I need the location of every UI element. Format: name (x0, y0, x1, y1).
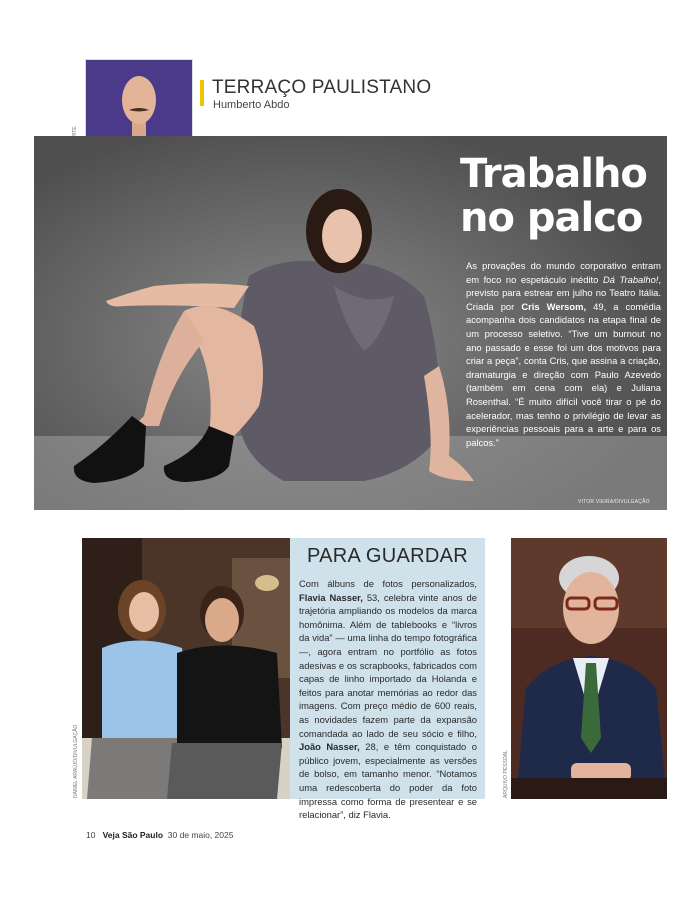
body-text: 28, e têm conquistado o público jovem, especialmente as versões de bolso, em tamanho menor. “Notamos uma redescoberta do poder da foto impressa como forma de presentear e se relacionar”, diz Flavia. (299, 741, 477, 821)
body-text: Com álbuns de fotos personalizados, (299, 578, 477, 589)
person-name: Flavia Nasser, (299, 591, 363, 603)
page-number: 10 (86, 830, 96, 840)
section-accent-bar (200, 80, 204, 106)
businessman-image (511, 538, 667, 799)
businessman-photo-credit: ARQUIVO PESSOAL (503, 750, 509, 798)
body-text: As provações do mundo corporativo entram em foco no espetáculo inédito (466, 260, 661, 285)
nasser-photo-credit: DANIEL ARAÚJO/DIVULGAÇÃO (73, 724, 79, 798)
page-footer (86, 830, 233, 840)
show-title: Dá Trabalho! (602, 273, 659, 285)
mother-son-image (82, 538, 290, 799)
hero-photo-credit: VITOR VIEIRA/DIVULGAÇÃO (578, 499, 650, 505)
body-text: , previsto para estrear em julho no Teatro Itália. Criada por (466, 273, 661, 312)
headline-line-1: Trabalho (460, 151, 647, 197)
article-body (466, 259, 661, 449)
columnist-author: Humberto Abdo (213, 99, 290, 111)
article-headline (460, 152, 660, 240)
magazine-name: Veja São Paulo (102, 830, 164, 840)
person-name: Cris Wersom, (521, 300, 587, 312)
body-text: 49, a comédia acompanha dois candidatos na etapa final de um processo seletivo. “Tive um burnout no ano passado e esse foi um dos motivos para criar a peça”, conta Cris, que assina a criação, dramaturgia e direção com Paulo Azevedo (também em cena com ela) e Juliana Rosenthal. “É muito difícil você tirar o pé do acelerador, mas tenho o privilégio de levar as experiências pessoais para a arte e para os palcos.” (466, 300, 661, 448)
person-name: João Nasser, (299, 741, 360, 753)
headline-line-2: no palco (460, 195, 643, 241)
para-guardar-body (299, 577, 477, 822)
nasser-photo (82, 538, 290, 799)
section-name: TERRAÇO PAULISTANO (212, 77, 432, 98)
issue-date: 30 de maio, 2025 (167, 830, 234, 840)
businessman-photo (511, 538, 667, 799)
para-guardar-title: PARA GUARDAR (306, 545, 469, 567)
body-text: 53, celebra vinte anos de trajetória ampliando os modelos da marca homônima. Além de tablebooks e “livros da vida” — uma linha do tempo fotográfica —, agora entram no portfólio as fotos adesivas e os scrapbooks, fabricados com capas de linho importado da Holanda e feitos para anotar memórias ao redor das imagens. Com preço médio de 600 reais, as novidades fazem parte da expansão comandada ao lado de seu sócio e filho, (299, 591, 477, 739)
